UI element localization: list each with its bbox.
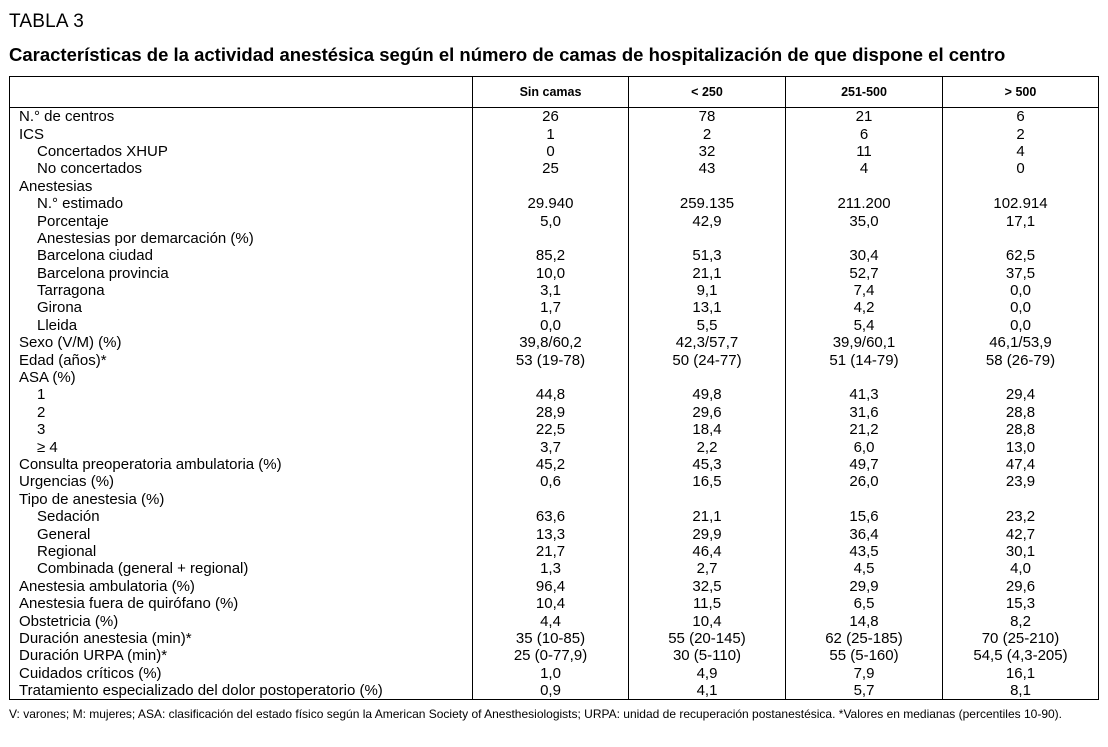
cell-value — [943, 369, 1099, 386]
cell-value: 0,0 — [943, 317, 1099, 334]
row-label: Cuidados críticos (%) — [10, 665, 473, 682]
cell-value: 42,3/57,7 — [629, 334, 786, 351]
cell-value: 26 — [473, 108, 629, 126]
cell-value: 43,5 — [786, 543, 943, 560]
cell-value: 4 — [786, 160, 943, 177]
table-row — [10, 438, 1099, 455]
row-label: Girona — [10, 299, 473, 316]
table-row — [10, 369, 1099, 386]
cell-value: 21,1 — [629, 508, 786, 525]
cell-value: 1,0 — [473, 665, 629, 682]
table-row — [10, 178, 1099, 195]
cell-value: 53 (19-78) — [473, 351, 629, 368]
table-row — [10, 612, 1099, 629]
row-label: Obstetricia (%) — [10, 612, 473, 629]
table-row — [10, 543, 1099, 560]
table-row — [10, 125, 1099, 142]
cell-value: 13,1 — [629, 299, 786, 316]
cell-value — [473, 369, 629, 386]
cell-value: 0 — [473, 143, 629, 160]
row-label: 1 — [10, 386, 473, 403]
table-row — [10, 265, 1099, 282]
cell-value: 4,5 — [786, 560, 943, 577]
cell-value: 3,1 — [473, 282, 629, 299]
table-row — [10, 230, 1099, 247]
cell-value: 55 (5-160) — [786, 647, 943, 664]
table-row — [10, 351, 1099, 368]
cell-value: 1,7 — [473, 299, 629, 316]
row-label: Anestesia ambulatoria (%) — [10, 578, 473, 595]
cell-value: 4,2 — [786, 299, 943, 316]
cell-value: 43 — [629, 160, 786, 177]
table-row — [10, 247, 1099, 264]
cell-value: 58 (26-79) — [943, 351, 1099, 368]
column-header-sin-camas: Sin camas — [473, 77, 629, 108]
row-label: Regional — [10, 543, 473, 560]
cell-value: 63,6 — [473, 508, 629, 525]
cell-value: 29,9 — [786, 578, 943, 595]
row-label: ASA (%) — [10, 369, 473, 386]
cell-value: 7,4 — [786, 282, 943, 299]
table-row — [10, 195, 1099, 212]
cell-value: 5,0 — [473, 212, 629, 229]
row-label: Barcelona ciudad — [10, 247, 473, 264]
cell-value — [629, 230, 786, 247]
row-label: Anestesias por demarcación (%) — [10, 230, 473, 247]
cell-value: 102.914 — [943, 195, 1099, 212]
row-label: Anestesias — [10, 178, 473, 195]
cell-value: 2 — [629, 125, 786, 142]
cell-value: 49,8 — [629, 386, 786, 403]
cell-value: 13,0 — [943, 438, 1099, 455]
table-row — [10, 212, 1099, 229]
cell-value: 6,5 — [786, 595, 943, 612]
cell-value: 78 — [629, 108, 786, 126]
cell-value: 46,4 — [629, 543, 786, 560]
cell-value: 28,8 — [943, 404, 1099, 421]
row-label: Edad (años)* — [10, 351, 473, 368]
cell-value: 45,3 — [629, 456, 786, 473]
cell-value — [943, 178, 1099, 195]
cell-value: 1 — [473, 125, 629, 142]
cell-value: 52,7 — [786, 265, 943, 282]
cell-value: 5,7 — [786, 682, 943, 700]
cell-value: 30 (5-110) — [629, 647, 786, 664]
table-row — [10, 665, 1099, 682]
row-label: Sedación — [10, 508, 473, 525]
row-label: Consulta preoperatoria ambulatoria (%) — [10, 456, 473, 473]
row-label: Barcelona provincia — [10, 265, 473, 282]
cell-value: 10,4 — [629, 612, 786, 629]
cell-value: 6 — [786, 125, 943, 142]
row-label: Concertados XHUP — [10, 143, 473, 160]
row-label: Lleida — [10, 317, 473, 334]
cell-value: 42,7 — [943, 525, 1099, 542]
cell-value: 37,5 — [943, 265, 1099, 282]
table-title: Características de la actividad anestésica según el número de camas de hospitalización de que dispone el centro — [9, 44, 1006, 65]
cell-value: 51,3 — [629, 247, 786, 264]
row-label: N.° estimado — [10, 195, 473, 212]
table-row — [10, 421, 1099, 438]
cell-value: 0,0 — [943, 299, 1099, 316]
table-row — [10, 160, 1099, 177]
row-label: ≥ 4 — [10, 438, 473, 455]
cell-value: 26,0 — [786, 473, 943, 490]
row-label: Urgencias (%) — [10, 473, 473, 490]
cell-value: 16,1 — [943, 665, 1099, 682]
column-header-gt-500: > 500 — [943, 77, 1099, 108]
cell-value: 10,4 — [473, 595, 629, 612]
column-header-label — [10, 77, 473, 108]
cell-value: 21,2 — [786, 421, 943, 438]
column-header-251-500: 251-500 — [786, 77, 943, 108]
table-row — [10, 282, 1099, 299]
cell-value: 23,9 — [943, 473, 1099, 490]
cell-value: 35 (10-85) — [473, 630, 629, 647]
cell-value — [786, 491, 943, 508]
cell-value: 46,1/53,9 — [943, 334, 1099, 351]
table-row — [10, 595, 1099, 612]
table-row — [10, 143, 1099, 160]
cell-value: 25 (0-77,9) — [473, 647, 629, 664]
table-row — [10, 630, 1099, 647]
cell-value: 7,9 — [786, 665, 943, 682]
cell-value: 35,0 — [786, 212, 943, 229]
cell-value: 36,4 — [786, 525, 943, 542]
cell-value: 10,0 — [473, 265, 629, 282]
cell-value: 0,0 — [473, 317, 629, 334]
cell-value: 2,2 — [629, 438, 786, 455]
table-row — [10, 456, 1099, 473]
table-row — [10, 386, 1099, 403]
table-row — [10, 560, 1099, 577]
cell-value: 11 — [786, 143, 943, 160]
row-label: Duración URPA (min)* — [10, 647, 473, 664]
cell-value: 5,4 — [786, 317, 943, 334]
cell-value — [943, 491, 1099, 508]
cell-value: 55 (20-145) — [629, 630, 786, 647]
cell-value: 8,2 — [943, 612, 1099, 629]
cell-value: 5,5 — [629, 317, 786, 334]
cell-value: 54,5 (4,3-205) — [943, 647, 1099, 664]
row-label: Porcentaje — [10, 212, 473, 229]
cell-value: 39,8/60,2 — [473, 334, 629, 351]
cell-value — [473, 230, 629, 247]
table-row — [10, 473, 1099, 490]
row-label: Tipo de anestesia (%) — [10, 491, 473, 508]
table-row — [10, 508, 1099, 525]
cell-value: 42,9 — [629, 212, 786, 229]
cell-value: 1,3 — [473, 560, 629, 577]
cell-value: 51 (14-79) — [786, 351, 943, 368]
cell-value: 29,4 — [943, 386, 1099, 403]
cell-value: 13,3 — [473, 525, 629, 542]
cell-value: 0,0 — [943, 282, 1099, 299]
cell-value: 39,9/60,1 — [786, 334, 943, 351]
cell-value: 11,5 — [629, 595, 786, 612]
cell-value — [473, 491, 629, 508]
cell-value — [786, 178, 943, 195]
cell-value — [629, 178, 786, 195]
cell-value: 6 — [943, 108, 1099, 126]
cell-value: 0,9 — [473, 682, 629, 700]
cell-value: 4 — [943, 143, 1099, 160]
row-label: 2 — [10, 404, 473, 421]
cell-value: 85,2 — [473, 247, 629, 264]
table-label: TABLA 3 — [9, 11, 84, 32]
cell-value: 211.200 — [786, 195, 943, 212]
data-table — [9, 76, 1099, 700]
cell-value: 32 — [629, 143, 786, 160]
table-row — [10, 108, 1099, 126]
table-row — [10, 647, 1099, 664]
table-header-row — [10, 77, 1099, 108]
cell-value: 28,9 — [473, 404, 629, 421]
cell-value: 4,0 — [943, 560, 1099, 577]
table-row — [10, 525, 1099, 542]
footnote: V: varones; M: mujeres; ASA: clasificación del estado físico según la American Society of Anesthesiologists; URPA: unidad de recuperación postanestésica. *Valores en medianas (percentiles 10-90). — [9, 707, 1062, 721]
table-row — [10, 299, 1099, 316]
cell-value: 23,2 — [943, 508, 1099, 525]
row-label: Combinada (general + regional) — [10, 560, 473, 577]
cell-value: 25 — [473, 160, 629, 177]
cell-value: 14,8 — [786, 612, 943, 629]
cell-value: 21 — [786, 108, 943, 126]
cell-value: 22,5 — [473, 421, 629, 438]
cell-value: 4,9 — [629, 665, 786, 682]
cell-value: 47,4 — [943, 456, 1099, 473]
cell-value: 29.940 — [473, 195, 629, 212]
cell-value: 6,0 — [786, 438, 943, 455]
cell-value: 17,1 — [943, 212, 1099, 229]
cell-value: 45,2 — [473, 456, 629, 473]
cell-value — [473, 178, 629, 195]
table-row — [10, 404, 1099, 421]
cell-value: 15,6 — [786, 508, 943, 525]
cell-value: 32,5 — [629, 578, 786, 595]
cell-value: 31,6 — [786, 404, 943, 421]
cell-value — [943, 230, 1099, 247]
cell-value: 18,4 — [629, 421, 786, 438]
row-label: Duración anestesia (min)* — [10, 630, 473, 647]
cell-value: 96,4 — [473, 578, 629, 595]
cell-value: 259.135 — [629, 195, 786, 212]
cell-value — [786, 369, 943, 386]
row-label: Sexo (V/M) (%) — [10, 334, 473, 351]
cell-value: 44,8 — [473, 386, 629, 403]
cell-value: 50 (24-77) — [629, 351, 786, 368]
cell-value — [786, 230, 943, 247]
row-label: N.° de centros — [10, 108, 473, 126]
cell-value: 29,9 — [629, 525, 786, 542]
cell-value: 28,8 — [943, 421, 1099, 438]
cell-value: 70 (25-210) — [943, 630, 1099, 647]
cell-value: 30,4 — [786, 247, 943, 264]
cell-value: 29,6 — [629, 404, 786, 421]
row-label: Tratamiento especializado del dolor postoperatorio (%) — [10, 682, 473, 700]
cell-value: 41,3 — [786, 386, 943, 403]
cell-value: 3,7 — [473, 438, 629, 455]
cell-value — [629, 369, 786, 386]
cell-value: 62,5 — [943, 247, 1099, 264]
cell-value: 0 — [943, 160, 1099, 177]
row-label: Anestesia fuera de quirófano (%) — [10, 595, 473, 612]
row-label: General — [10, 525, 473, 542]
cell-value: 21,1 — [629, 265, 786, 282]
cell-value: 8,1 — [943, 682, 1099, 700]
cell-value: 4,4 — [473, 612, 629, 629]
cell-value — [629, 491, 786, 508]
table-row — [10, 334, 1099, 351]
table-body — [10, 108, 1099, 700]
cell-value: 2 — [943, 125, 1099, 142]
table-row — [10, 491, 1099, 508]
column-header-lt-250: < 250 — [629, 77, 786, 108]
cell-value: 29,6 — [943, 578, 1099, 595]
table-row — [10, 578, 1099, 595]
row-label: 3 — [10, 421, 473, 438]
cell-value: 21,7 — [473, 543, 629, 560]
row-label: No concertados — [10, 160, 473, 177]
cell-value: 30,1 — [943, 543, 1099, 560]
cell-value: 49,7 — [786, 456, 943, 473]
row-label: ICS — [10, 125, 473, 142]
cell-value: 4,1 — [629, 682, 786, 700]
table-row — [10, 317, 1099, 334]
cell-value: 62 (25-185) — [786, 630, 943, 647]
cell-value: 16,5 — [629, 473, 786, 490]
table-row — [10, 682, 1099, 700]
cell-value: 2,7 — [629, 560, 786, 577]
cell-value: 9,1 — [629, 282, 786, 299]
cell-value: 15,3 — [943, 595, 1099, 612]
row-label: Tarragona — [10, 282, 473, 299]
cell-value: 0,6 — [473, 473, 629, 490]
